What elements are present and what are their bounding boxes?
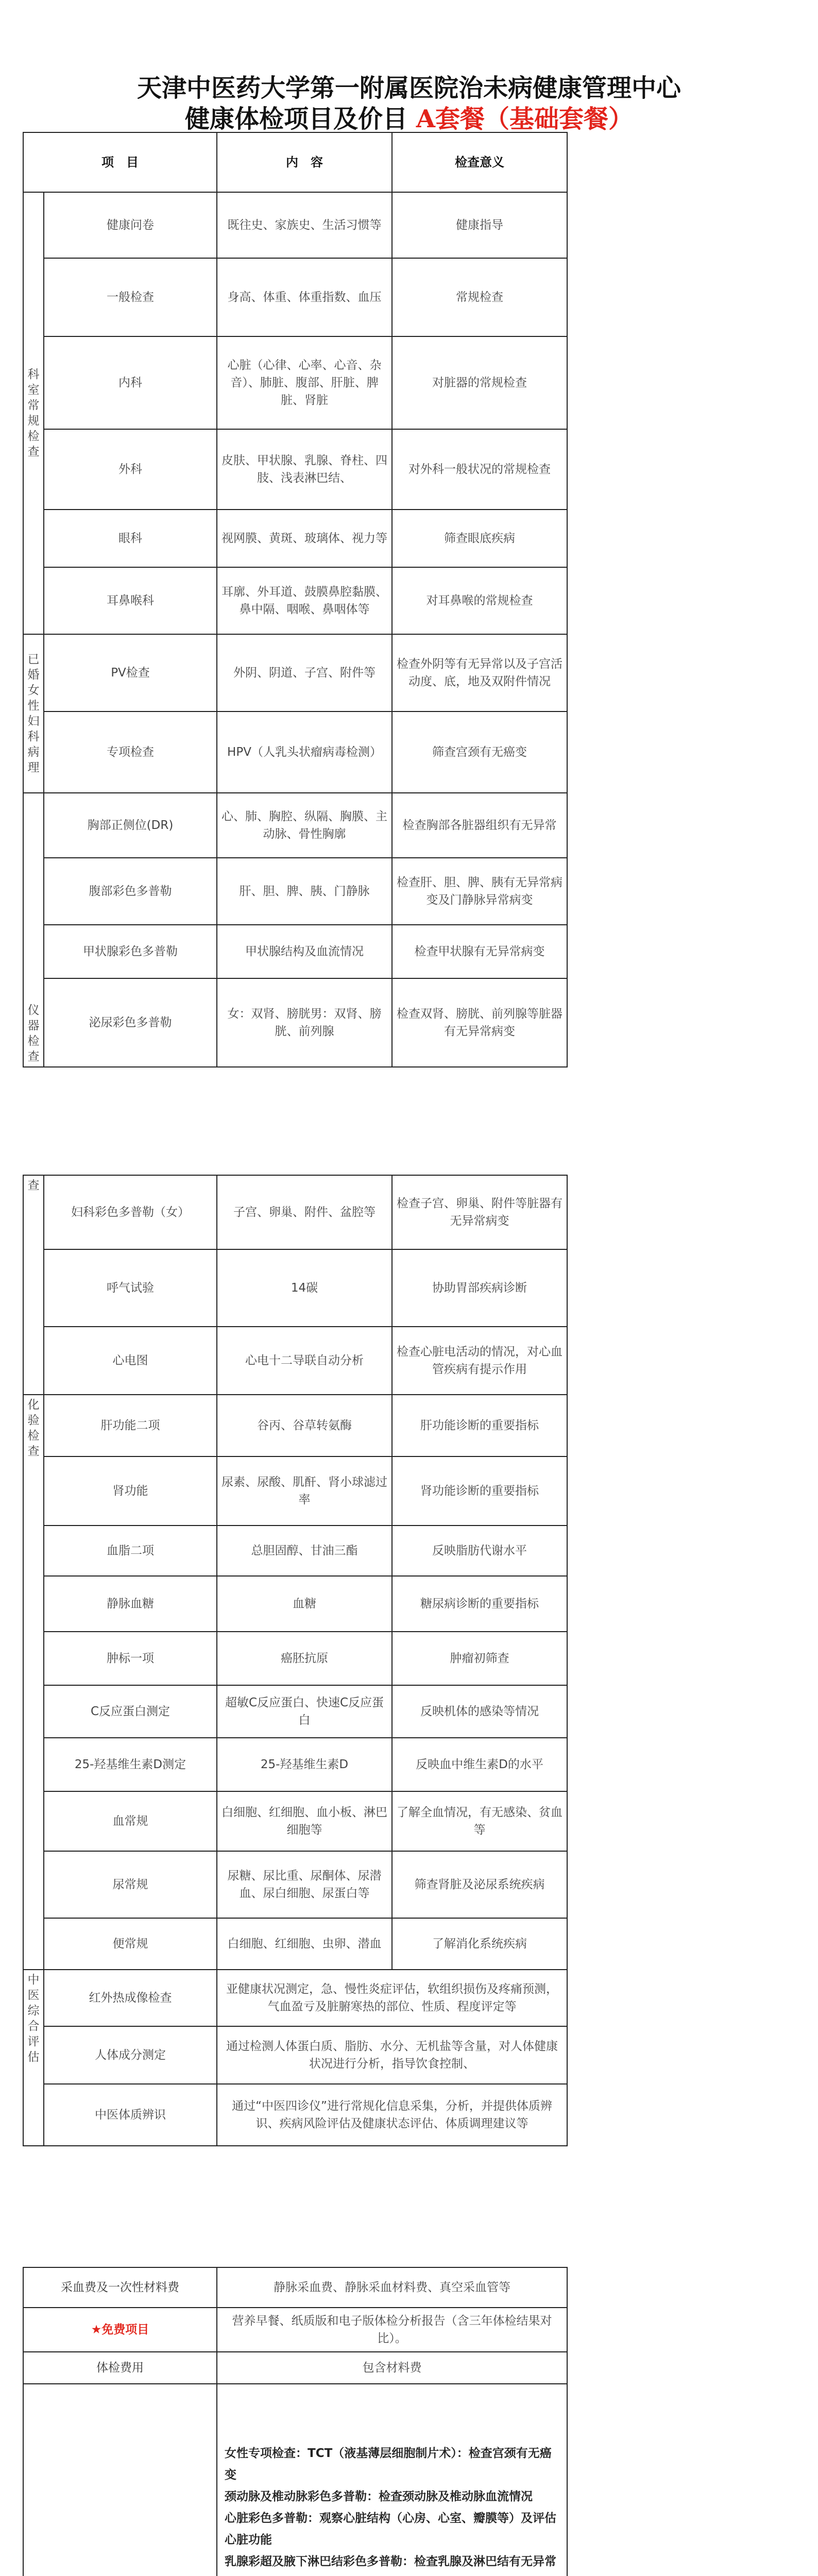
item-cell: 红外热成像检查 xyxy=(44,1970,217,2026)
content-cell: HPV（人乳头状瘤病毒检测） xyxy=(217,711,392,793)
meaning-cell: 检查外阴等有无异常以及子宫活动度、底，地及双附件情况 xyxy=(392,634,567,711)
title-line1: 天津中医药大学第一附属医院治未病健康管理中心 xyxy=(137,74,681,103)
item-cell: C反应蛋白测定 xyxy=(44,1685,217,1738)
content-cell: 亚健康状况测定，急、慢性炎症评估，软组织损伤及疼痛预测，气血盈亏及脏腑寒热的部位、性质、程度评定等 xyxy=(217,1970,567,2026)
meaning-cell: 反映血中维生素D的水平 xyxy=(392,1738,567,1791)
item-cell: 便常规 xyxy=(44,1918,217,1970)
free-items-label: ★免费项目 xyxy=(23,2308,217,2352)
content-cell: 谷丙、谷草转氨酶 xyxy=(217,1395,392,1456)
fee-content-cell: 包含材料费 xyxy=(217,2352,567,2384)
content-cell: 肝、胆、脾、胰、门静脉 xyxy=(217,858,392,925)
meaning-cell: 筛查肾脏及泌尿系统疾病 xyxy=(392,1851,567,1918)
content-cell: 白细胞、红细胞、血小板、淋巴细胞等 xyxy=(217,1791,392,1851)
meaning-cell: 协助胃部疾病诊断 xyxy=(392,1249,567,1327)
item-cell: 血脂二项 xyxy=(44,1526,217,1576)
content-cell: 通过检测人体蛋白质、脂肪、水分、无机盐等含量，对人体健康状况进行分析，指导饮食控制、 xyxy=(217,2026,567,2084)
fee-table xyxy=(23,2267,568,2576)
item-cell: 人体成分测定 xyxy=(44,2026,217,2084)
content-cell: 女：双肾、膀胱男：双肾、膀胱、前列腺 xyxy=(217,978,392,1067)
page-title xyxy=(0,72,818,104)
content-cell: 身高、体重、体重指数、血压 xyxy=(217,258,392,336)
fee-content-cell: 静脉采血费、静脉采血材料费、真空采血管等 xyxy=(217,2267,567,2308)
optional-item: 心脏彩色多普勒：观察心脏结构（心房、心室、瓣膜等）及评估心脏功能 xyxy=(225,2512,556,2547)
meaning-cell: 筛查眼底疾病 xyxy=(392,510,567,567)
content-cell: 25-羟基维生素D xyxy=(217,1738,392,1791)
item-cell: 肿标一项 xyxy=(44,1632,217,1685)
item-cell: 25-羟基维生素D测定 xyxy=(44,1738,217,1791)
content-cell: 心电十二导联自动分析 xyxy=(217,1327,392,1395)
meaning-cell: 了解消化系统疾病 xyxy=(392,1918,567,1970)
meaning-cell: 糖尿病诊断的重要指标 xyxy=(392,1576,567,1632)
meaning-cell: 检查心脏电活动的情况，对心血管疾病有提示作用 xyxy=(392,1327,567,1395)
item-cell: 血常规 xyxy=(44,1791,217,1851)
content-cell: 白细胞、红细胞、虫卵、潜血 xyxy=(217,1918,392,1970)
content-cell: 耳廓、外耳道、鼓膜鼻腔黏膜、鼻中隔、咽喉、鼻咽体等 xyxy=(217,567,392,634)
fee-item-cell: 采血费及一次性材料费 xyxy=(23,2267,217,2308)
content-cell: 尿糖、尿比重、尿酮体、尿潜血、尿白细胞、尿蛋白等 xyxy=(217,1851,392,1918)
meaning-cell: 健康指导 xyxy=(392,192,567,258)
item-cell: 妇科彩色多普勒（女） xyxy=(44,1175,217,1249)
fee-item-cell: 体检费用 xyxy=(23,2352,217,2384)
fee-content-cell: 营养早餐、纸质版和电子版体检分析报告（含三年体检结果对比）。 xyxy=(217,2308,567,2352)
optional-item: 颈动脉及椎动脉彩色多普勒：检查颈动脉及椎动脉血流情况 xyxy=(225,2490,533,2503)
item-cell: 专项检查 xyxy=(44,711,217,793)
exam-table-part1 xyxy=(23,132,568,1067)
meaning-cell: 对脏器的常规检查 xyxy=(392,336,567,429)
item-cell: 外科 xyxy=(44,429,217,510)
item-cell: 泌尿彩色多普勒 xyxy=(44,978,217,1067)
item-cell: 肝功能二项 xyxy=(44,1395,217,1456)
optional-items-list xyxy=(217,2384,567,2576)
meaning-cell: 检查胸部各脏器组织有无异常 xyxy=(392,793,567,858)
item-cell: 腹部彩色多普勒 xyxy=(44,858,217,925)
meaning-cell: 反映机体的感染等情况 xyxy=(392,1685,567,1738)
item-cell: 呼气试验 xyxy=(44,1249,217,1327)
item-cell: 胸部正侧位(DR) xyxy=(44,793,217,858)
meaning-cell: 肿瘤初筛查 xyxy=(392,1632,567,1685)
meaning-cell: 了解全血情况，有无感染、贫血等 xyxy=(392,1791,567,1851)
optional-item: 乳腺彩超及腋下淋巴结彩色多普勒：检查乳腺及淋巴结有无异常 xyxy=(225,2555,556,2568)
content-cell: 既往史、家族史、生活习惯等 xyxy=(217,192,392,258)
item-cell: 一般检查 xyxy=(44,258,217,336)
exam-table-part2 xyxy=(23,1175,568,2146)
item-cell: PV检查 xyxy=(44,634,217,711)
meaning-cell: 检查子宫、卵巢、附件等脏器有无异常病变 xyxy=(392,1175,567,1249)
meaning-cell: 肾功能诊断的重要指标 xyxy=(392,1456,567,1526)
category-cell: 已婚女性妇科病理 xyxy=(23,634,44,793)
meaning-cell: 对耳鼻喉的常规检查 xyxy=(392,567,567,634)
package-name: A套餐（基础套餐） xyxy=(416,105,633,133)
category-cell: 仪器检查 xyxy=(23,793,44,1067)
content-cell: 癌胚抗原 xyxy=(217,1632,392,1685)
meaning-cell: 常规检查 xyxy=(392,258,567,336)
content-cell: 血糖 xyxy=(217,1576,392,1632)
page-subtitle xyxy=(0,103,818,135)
category-cell: 中医综合评估 xyxy=(23,1970,44,2146)
optional-items-label xyxy=(23,2384,217,2576)
content-cell: 通过“中医四诊仪”进行常规化信息采集，分析，并提供体质辨识、疾病风险评估及健康状态评估、体质调理建议等 xyxy=(217,2084,567,2146)
meaning-cell: 对外科一般状况的常规检查 xyxy=(392,429,567,510)
item-cell: 内科 xyxy=(44,336,217,429)
item-cell: 耳鼻喉科 xyxy=(44,567,217,634)
category-cell: 化验检查 xyxy=(23,1395,44,1970)
content-cell: 总胆固醇、甘油三酯 xyxy=(217,1526,392,1576)
meaning-cell: 检查甲状腺有无异常病变 xyxy=(392,925,567,978)
header-content: 内 容 xyxy=(217,132,392,192)
meaning-cell: 反映脂肪代谢水平 xyxy=(392,1526,567,1576)
category-cell: 查 xyxy=(23,1175,44,1395)
content-cell: 心、肺、胸腔、纵隔、胸膜、主动脉、骨性胸廓 xyxy=(217,793,392,858)
content-cell: 超敏C反应蛋白、快速C反应蛋白 xyxy=(217,1685,392,1738)
content-cell: 尿素、尿酸、肌酐、肾小球滤过率 xyxy=(217,1456,392,1526)
content-cell: 子宫、卵巢、附件、盆腔等 xyxy=(217,1175,392,1249)
item-cell: 肾功能 xyxy=(44,1456,217,1526)
meaning-cell: 检查肝、胆、脾、胰有无异常病变及门静脉异常病变 xyxy=(392,858,567,925)
item-cell: 健康问卷 xyxy=(44,192,217,258)
item-cell: 中医体质辨识 xyxy=(44,2084,217,2146)
item-cell: 静脉血糖 xyxy=(44,1576,217,1632)
meaning-cell: 筛查宫颈有无癌变 xyxy=(392,711,567,793)
item-cell: 眼科 xyxy=(44,510,217,567)
header-meaning: 检查意义 xyxy=(392,132,567,192)
meaning-cell: 检查双肾、膀胱、前列腺等脏器有无异常病变 xyxy=(392,978,567,1067)
title-line2: 健康体检项目及价目 xyxy=(185,105,416,133)
item-cell: 甲状腺彩色多普勒 xyxy=(44,925,217,978)
content-cell: 14碳 xyxy=(217,1249,392,1327)
meaning-cell: 肝功能诊断的重要指标 xyxy=(392,1395,567,1456)
content-cell: 视网膜、黄斑、玻璃体、视力等 xyxy=(217,510,392,567)
content-cell: 皮肤、甲状腺、乳腺、脊柱、四肢、浅表淋巴结、 xyxy=(217,429,392,510)
content-cell: 心脏（心律、心率、心音、杂音）、肺脏、腹部、肝脏、脾脏、肾脏 xyxy=(217,336,392,429)
item-cell: 心电图 xyxy=(44,1327,217,1395)
content-cell: 甲状腺结构及血流情况 xyxy=(217,925,392,978)
header-item: 项 目 xyxy=(23,132,217,192)
item-cell: 尿常规 xyxy=(44,1851,217,1918)
category-cell: 科室常规检查 xyxy=(23,192,44,634)
optional-item: 女性专项检查：TCT（液基薄层细胞制片术）：检查宫颈有无癌变 xyxy=(225,2447,552,2482)
content-cell: 外阴、阴道、子宫、附件等 xyxy=(217,634,392,711)
